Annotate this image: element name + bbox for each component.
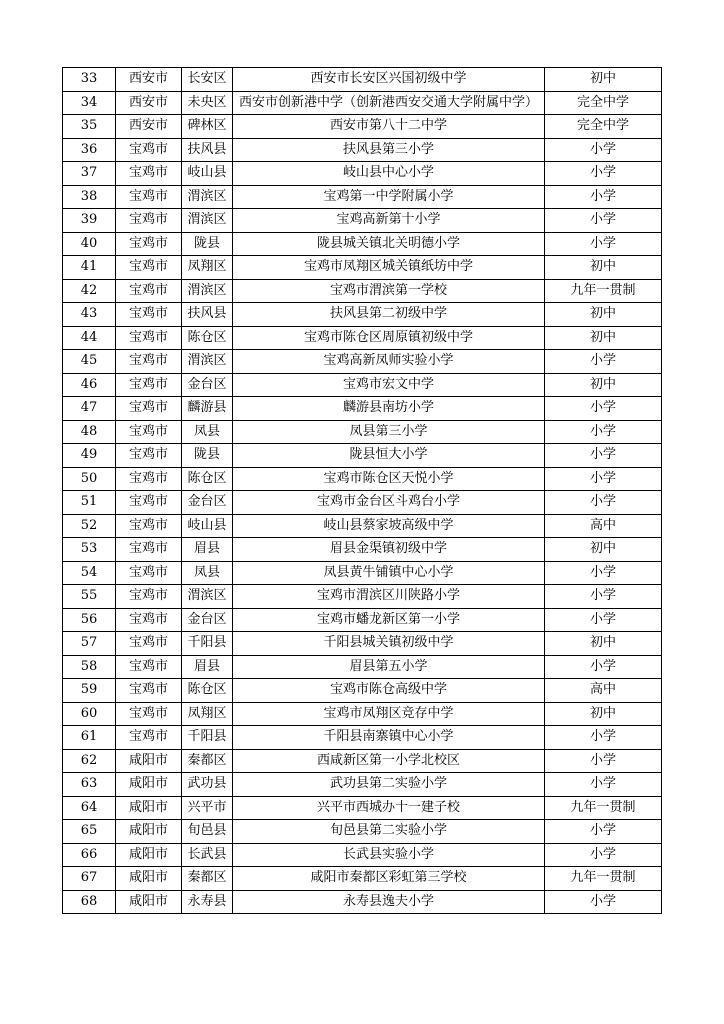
row-number-cell: 45: [63, 350, 116, 374]
table-row: [63, 491, 662, 515]
city-cell: 咸阳市: [116, 890, 182, 914]
city-cell: 宝鸡市: [116, 256, 182, 280]
school-name-cell: 宝鸡市金台区斗鸡台小学: [233, 491, 545, 515]
row-number-cell: 43: [63, 303, 116, 327]
table-row: [63, 726, 662, 750]
school-name-cell: 陇县恒大小学: [233, 444, 545, 468]
school-name-cell: 陇县城关镇北关明德小学: [233, 232, 545, 256]
district-cell: 凤县: [182, 561, 233, 585]
row-number-cell: 33: [63, 68, 116, 92]
school-type-cell: 小学: [545, 397, 662, 421]
row-number-cell: 49: [63, 444, 116, 468]
school-name-cell: 岐山县中心小学: [233, 162, 545, 186]
district-cell: 金台区: [182, 491, 233, 515]
table-row: [63, 326, 662, 350]
district-cell: 凤翔区: [182, 702, 233, 726]
school-name-cell: 宝鸡市凤翔区竞存中学: [233, 702, 545, 726]
city-cell: 宝鸡市: [116, 209, 182, 233]
table-row: [63, 820, 662, 844]
school-type-cell: 小学: [545, 491, 662, 515]
district-cell: 渭滨区: [182, 350, 233, 374]
district-cell: 渭滨区: [182, 279, 233, 303]
table-row: [63, 138, 662, 162]
school-type-cell: 九年一贯制: [545, 279, 662, 303]
district-cell: 陇县: [182, 444, 233, 468]
school-name-cell: 西安市创新港中学（创新港西安交通大学附属中学）: [233, 91, 545, 115]
school-type-cell: 初中: [545, 303, 662, 327]
table-row: [63, 561, 662, 585]
school-type-cell: 初中: [545, 538, 662, 562]
school-type-cell: 小学: [545, 420, 662, 444]
district-cell: 麟游县: [182, 397, 233, 421]
table-row: [63, 279, 662, 303]
district-cell: 长安区: [182, 68, 233, 92]
school-type-cell: 小学: [545, 209, 662, 233]
district-cell: 渭滨区: [182, 585, 233, 609]
city-cell: 宝鸡市: [116, 350, 182, 374]
school-type-cell: 小学: [545, 890, 662, 914]
city-cell: 宝鸡市: [116, 232, 182, 256]
district-cell: 秦都区: [182, 749, 233, 773]
city-cell: 西安市: [116, 91, 182, 115]
district-cell: 秦都区: [182, 867, 233, 891]
school-name-cell: 千阳县南寨镇中心小学: [233, 726, 545, 750]
city-cell: 宝鸡市: [116, 279, 182, 303]
row-number-cell: 46: [63, 373, 116, 397]
table-row: [63, 256, 662, 280]
school-type-cell: 九年一贯制: [545, 867, 662, 891]
school-name-cell: 宝鸡市蟠龙新区第一小学: [233, 608, 545, 632]
school-type-cell: 小学: [545, 162, 662, 186]
row-number-cell: 56: [63, 608, 116, 632]
table-row: [63, 702, 662, 726]
table-row: [63, 773, 662, 797]
school-name-cell: 永寿县逸夫小学: [233, 890, 545, 914]
city-cell: 宝鸡市: [116, 679, 182, 703]
row-number-cell: 34: [63, 91, 116, 115]
table-row: [63, 632, 662, 656]
row-number-cell: 61: [63, 726, 116, 750]
row-number-cell: 44: [63, 326, 116, 350]
table-row: [63, 608, 662, 632]
city-cell: 宝鸡市: [116, 491, 182, 515]
table-row: [63, 655, 662, 679]
table-row: [63, 303, 662, 327]
row-number-cell: 53: [63, 538, 116, 562]
district-cell: 眉县: [182, 655, 233, 679]
row-number-cell: 37: [63, 162, 116, 186]
district-cell: 渭滨区: [182, 185, 233, 209]
city-cell: 咸阳市: [116, 749, 182, 773]
row-number-cell: 54: [63, 561, 116, 585]
district-cell: 陈仓区: [182, 326, 233, 350]
school-name-cell: 长武县实验小学: [233, 843, 545, 867]
school-type-cell: 小学: [545, 350, 662, 374]
table-row: [63, 467, 662, 491]
district-cell: 千阳县: [182, 726, 233, 750]
school-type-cell: 小学: [545, 138, 662, 162]
school-type-cell: 完全中学: [545, 91, 662, 115]
school-name-cell: 武功县第二实验小学: [233, 773, 545, 797]
row-number-cell: 59: [63, 679, 116, 703]
school-type-cell: 初中: [545, 326, 662, 350]
city-cell: 宝鸡市: [116, 303, 182, 327]
district-cell: 凤县: [182, 420, 233, 444]
table-row: [63, 679, 662, 703]
table-row: [63, 350, 662, 374]
district-cell: 长武县: [182, 843, 233, 867]
table-row: [63, 162, 662, 186]
district-cell: 兴平市: [182, 796, 233, 820]
table-row: [63, 68, 662, 92]
district-cell: 武功县: [182, 773, 233, 797]
school-type-cell: 小学: [545, 444, 662, 468]
table-row: [63, 749, 662, 773]
city-cell: 咸阳市: [116, 773, 182, 797]
city-cell: 宝鸡市: [116, 726, 182, 750]
table-row: [63, 115, 662, 139]
school-name-cell: 宝鸡高新第十小学: [233, 209, 545, 233]
row-number-cell: 52: [63, 514, 116, 538]
district-cell: 陈仓区: [182, 679, 233, 703]
school-type-cell: 高中: [545, 514, 662, 538]
city-cell: 宝鸡市: [116, 702, 182, 726]
table-body: [63, 68, 662, 914]
city-cell: 宝鸡市: [116, 326, 182, 350]
school-type-cell: 小学: [545, 726, 662, 750]
row-number-cell: 67: [63, 867, 116, 891]
school-name-cell: 旬邑县第二实验小学: [233, 820, 545, 844]
school-name-cell: 兴平市西城办十一建子校: [233, 796, 545, 820]
district-cell: 永寿县: [182, 890, 233, 914]
school-name-cell: 宝鸡市宏文中学: [233, 373, 545, 397]
school-name-cell: 宝鸡市陈仓区周原镇初级中学: [233, 326, 545, 350]
school-type-cell: 小学: [545, 185, 662, 209]
school-name-cell: 麟游县南坊小学: [233, 397, 545, 421]
school-name-cell: 扶风县第二初级中学: [233, 303, 545, 327]
school-name-cell: 西咸新区第一小学北校区: [233, 749, 545, 773]
school-type-cell: 小学: [545, 655, 662, 679]
school-name-cell: 千阳县城关镇初级中学: [233, 632, 545, 656]
row-number-cell: 36: [63, 138, 116, 162]
row-number-cell: 63: [63, 773, 116, 797]
city-cell: 宝鸡市: [116, 138, 182, 162]
row-number-cell: 50: [63, 467, 116, 491]
row-number-cell: 55: [63, 585, 116, 609]
district-cell: 扶风县: [182, 303, 233, 327]
table-row: [63, 890, 662, 914]
school-type-cell: 初中: [545, 632, 662, 656]
table-row: [63, 209, 662, 233]
school-type-cell: 小学: [545, 820, 662, 844]
city-cell: 宝鸡市: [116, 397, 182, 421]
table-row: [63, 585, 662, 609]
city-cell: 宝鸡市: [116, 538, 182, 562]
school-type-cell: 小学: [545, 232, 662, 256]
city-cell: 宝鸡市: [116, 444, 182, 468]
district-cell: 岐山县: [182, 162, 233, 186]
school-type-cell: 小学: [545, 585, 662, 609]
table-row: [63, 420, 662, 444]
district-cell: 岐山县: [182, 514, 233, 538]
table-row: [63, 867, 662, 891]
school-type-cell: 初中: [545, 702, 662, 726]
city-cell: 咸阳市: [116, 867, 182, 891]
city-cell: 宝鸡市: [116, 467, 182, 491]
table-row: [63, 796, 662, 820]
table-row: [63, 538, 662, 562]
table-row: [63, 843, 662, 867]
school-type-cell: 初中: [545, 68, 662, 92]
school-name-cell: 咸阳市秦都区彩虹第三学校: [233, 867, 545, 891]
row-number-cell: 35: [63, 115, 116, 139]
row-number-cell: 66: [63, 843, 116, 867]
school-name-cell: 西安市长安区兴国初级中学: [233, 68, 545, 92]
row-number-cell: 41: [63, 256, 116, 280]
district-cell: 千阳县: [182, 632, 233, 656]
district-cell: 凤翔区: [182, 256, 233, 280]
city-cell: 西安市: [116, 68, 182, 92]
district-cell: 渭滨区: [182, 209, 233, 233]
school-name-cell: 宝鸡第一中学附属小学: [233, 185, 545, 209]
city-cell: 宝鸡市: [116, 514, 182, 538]
school-name-cell: 宝鸡高新凤师实验小学: [233, 350, 545, 374]
table-row: [63, 185, 662, 209]
row-number-cell: 48: [63, 420, 116, 444]
district-cell: 金台区: [182, 608, 233, 632]
city-cell: 宝鸡市: [116, 420, 182, 444]
row-number-cell: 60: [63, 702, 116, 726]
table-row: [63, 91, 662, 115]
city-cell: 咸阳市: [116, 820, 182, 844]
district-cell: 扶风县: [182, 138, 233, 162]
city-cell: 宝鸡市: [116, 608, 182, 632]
city-cell: 宝鸡市: [116, 561, 182, 585]
district-cell: 眉县: [182, 538, 233, 562]
school-name-cell: 宝鸡市渭滨第一学校: [233, 279, 545, 303]
school-name-cell: 凤县第三小学: [233, 420, 545, 444]
school-type-cell: 小学: [545, 843, 662, 867]
school-name-cell: 西安市第八十二中学: [233, 115, 545, 139]
city-cell: 咸阳市: [116, 796, 182, 820]
row-number-cell: 62: [63, 749, 116, 773]
row-number-cell: 58: [63, 655, 116, 679]
table-row: [63, 444, 662, 468]
school-type-cell: 小学: [545, 561, 662, 585]
school-name-cell: 岐山县蔡家坡高级中学: [233, 514, 545, 538]
row-number-cell: 51: [63, 491, 116, 515]
city-cell: 西安市: [116, 115, 182, 139]
school-type-cell: 小学: [545, 749, 662, 773]
city-cell: 宝鸡市: [116, 185, 182, 209]
city-cell: 咸阳市: [116, 843, 182, 867]
school-name-cell: 宝鸡市陈仓区天悦小学: [233, 467, 545, 491]
district-cell: 金台区: [182, 373, 233, 397]
table-row: [63, 397, 662, 421]
city-cell: 宝鸡市: [116, 373, 182, 397]
school-type-cell: 九年一贯制: [545, 796, 662, 820]
row-number-cell: 47: [63, 397, 116, 421]
district-cell: 旬邑县: [182, 820, 233, 844]
row-number-cell: 40: [63, 232, 116, 256]
table-row: [63, 232, 662, 256]
school-type-cell: 小学: [545, 608, 662, 632]
district-cell: 陇县: [182, 232, 233, 256]
district-cell: 陈仓区: [182, 467, 233, 491]
row-number-cell: 38: [63, 185, 116, 209]
city-cell: 宝鸡市: [116, 162, 182, 186]
school-type-cell: 高中: [545, 679, 662, 703]
school-list-table: [62, 67, 662, 914]
school-name-cell: 宝鸡市凤翔区城关镇纸坊中学: [233, 256, 545, 280]
city-cell: 宝鸡市: [116, 585, 182, 609]
table-row: [63, 514, 662, 538]
school-type-cell: 完全中学: [545, 115, 662, 139]
school-name-cell: 宝鸡市陈仓高级中学: [233, 679, 545, 703]
table-row: [63, 373, 662, 397]
row-number-cell: 64: [63, 796, 116, 820]
row-number-cell: 57: [63, 632, 116, 656]
district-cell: 碑林区: [182, 115, 233, 139]
school-type-cell: 初中: [545, 256, 662, 280]
row-number-cell: 68: [63, 890, 116, 914]
district-cell: 未央区: [182, 91, 233, 115]
school-name-cell: 眉县第五小学: [233, 655, 545, 679]
school-type-cell: 初中: [545, 373, 662, 397]
school-name-cell: 眉县金渠镇初级中学: [233, 538, 545, 562]
city-cell: 宝鸡市: [116, 655, 182, 679]
city-cell: 宝鸡市: [116, 632, 182, 656]
school-name-cell: 凤县黄牛铺镇中心小学: [233, 561, 545, 585]
row-number-cell: 65: [63, 820, 116, 844]
row-number-cell: 39: [63, 209, 116, 233]
row-number-cell: 42: [63, 279, 116, 303]
school-type-cell: 小学: [545, 773, 662, 797]
school-name-cell: 宝鸡市渭滨区川陕路小学: [233, 585, 545, 609]
school-type-cell: 小学: [545, 467, 662, 491]
school-name-cell: 扶风县第三小学: [233, 138, 545, 162]
